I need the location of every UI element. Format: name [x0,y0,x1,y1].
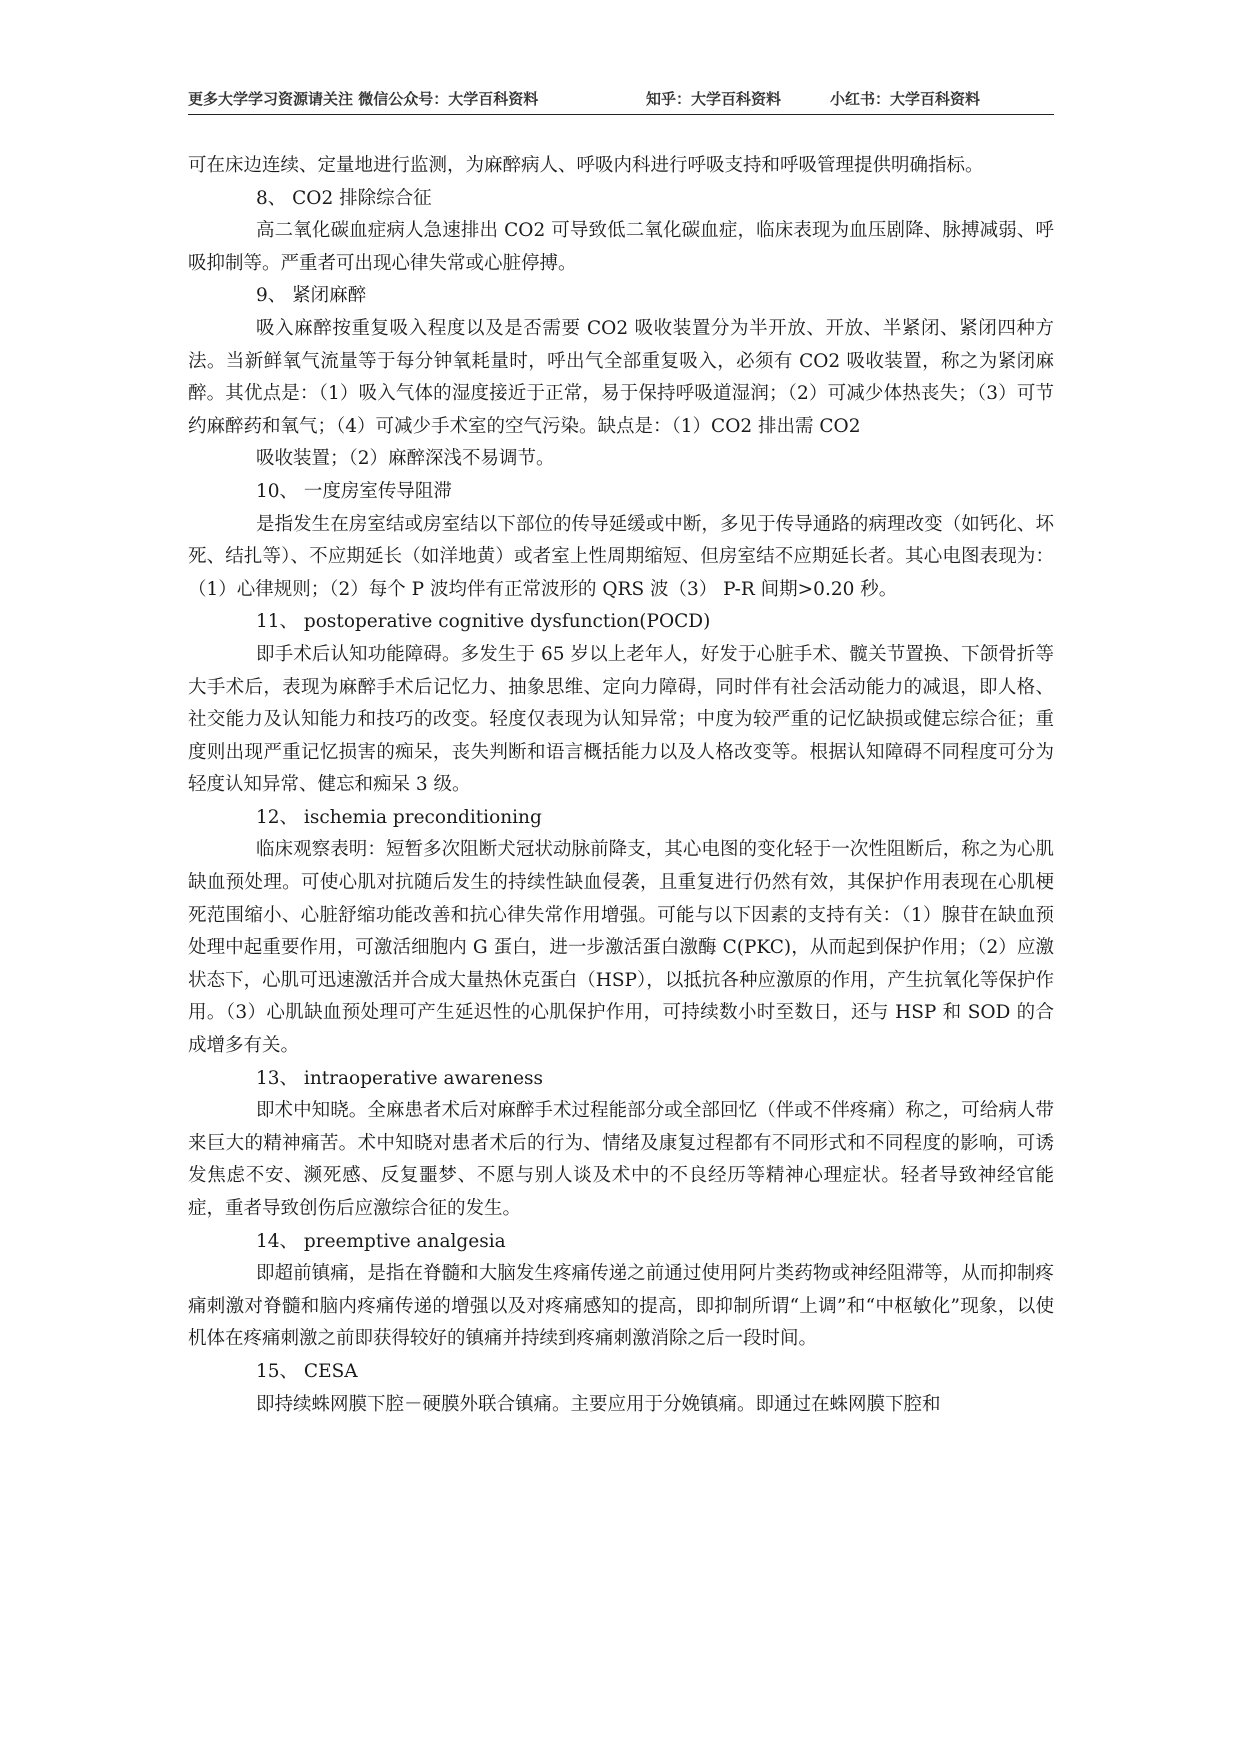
paragraph: 吸入麻醉按重复吸入程度以及是否需要 CO2 吸收装置分为半开放、开放、半紧闭、紧闭四种方法。当新鲜氧气流量等于每分钟氧耗量时，呼出气全部重复吸入，必须有 CO2 吸收装置，称之为紧闭麻醉。其优点是：（1）吸入气体的湿度接近于正常，易于保持呼吸道湿润；（2）可减少体热丧失；（3）可节约麻醉药和氧气；（4）可减少手术室的空气污染。缺点是：（1）CO2 排出需 CO2 [188,317,1054,437]
term-heading: 10、 一度房室传导阻滞 [256,480,452,502]
page-header [188,88,1054,115]
paragraph: 吸收装置；（2）麻醉深浅不易调节。 [256,448,555,470]
term-heading: 11、 postoperative cognitive dysfunction(POCD) [256,611,711,633]
paragraph: 即手术后认知功能障碍。多发生于 65 岁以上老年人，好发于心脏手术、髋关节置换、下颌骨折等大手术后，表现为麻醉手术后记忆力、抽象思维、定向力障碍，同时伴有社会活动能力的减退，即人格、社交能力及认知能力和技巧的改变。轻度仅表现为认知异常；中度为较严重的记忆缺损或健忘综合征；重度则出现严重记忆损害的痴呆，丧失判断和语言概括能力以及人格改变等。根据认知障碍不同程度可分为轻度认知异常、健忘和痴呆 3 级。 [188,643,1054,796]
paragraph: 高二氧化碳血症病人急速排出 CO2 可导致低二氧化碳血症，临床表现为血压剧降、脉搏减弱、呼吸抑制等。严重者可出现心律失常或心脏停搏。 [188,220,1054,274]
header-wechat-notice: 更多大学学习资源请关注 微信公众号：大学百科资料 [188,90,539,108]
term-heading: 9、 紧闭麻醉 [256,285,367,307]
document-body [188,150,1054,1421]
paragraph: 即术中知晓。全麻患者术后对麻醉手术过程能部分或全部回忆（伴或不伴疼痛）称之，可给病人带来巨大的精神痛苦。术中知晓对患者术后的行为、情绪及康复过程都有不同形式和不同程度的影响，可诱发焦虑不安、濒死感、反复噩梦、不愿与别人谈及术中的不良经历等精神心理症状。轻者导致神经官能症，重者导致创伤后应激综合征的发生。 [188,1100,1054,1219]
term-heading: 15、 CESA [256,1360,358,1382]
term-heading: 14、 preemptive analgesia [256,1230,506,1252]
paragraph: 是指发生在房室结或房室结以下部位的传导延缓或中断，多见于传导通路的病理改变（如钙化、坏死、结扎等）、不应期延长（如洋地黄）或者室上性周期缩短、但房室结不应期延长者。其心电图表现为：（1）心律规则；（2）每个 P 波均伴有正常波形的 QRS 波（3） P-R 间期>0.20 秒。 [188,513,1054,600]
header-xiaohongshu: 小红书：大学百科资料 [830,90,981,108]
paragraph: 可在床边连续、定量地进行监测，为麻醉病人、呼吸内科进行呼吸支持和呼吸管理提供明确指标。 [188,155,984,176]
header-zhihu: 知乎：大学百科资料 [646,90,782,108]
paragraph: 即持续蛛网膜下腔－硬膜外联合镇痛。主要应用于分娩镇痛。即通过在蛛网膜下腔和 [256,1393,941,1415]
term-heading: 8、 CO2 排除综合征 [256,187,432,209]
paragraph: 临床观察表明：短暂多次阻断犬冠状动脉前降支，其心电图的变化轻于一次性阻断后，称之为心肌缺血预处理。可使心肌对抗随后发生的持续性缺血侵袭，且重复进行仍然有效，其保护作用表现在心肌梗死范围缩小、心脏舒缩功能改善和抗心律失常作用增强。可能与以下因素的支持有关：（1）腺苷在缺血预处理中起重要作用，可激活细胞内 G 蛋白，进一步激活蛋白激酶 C(PKC)，从而起到保护作用；（2）应激状态下，心肌可迅速激活并合成大量热休克蛋白（HSP），以抵抗各种应激原的作用，产生抗氧化等保护作用。（3）心肌缺血预处理可产生延迟性的心肌保护作用，可持续数小时至数日，还与 HSP 和 SOD 的合成增多有关。 [188,839,1054,1057]
term-heading: 13、 intraoperative awareness [256,1067,544,1089]
paragraph: 即超前镇痛，是指在脊髓和大脑发生疼痛传递之前通过使用阿片类药物或神经阻滞等，从而抑制疼痛刺激对脊髓和脑内疼痛传递的增强以及对疼痛感知的提高，即抑制所谓“上调”和“中枢敏化”现象，以使机体在疼痛刺激之前即获得较好的镇痛并持续到疼痛刺激消除之后一段时间。 [188,1263,1054,1350]
term-heading: 12、 ischemia preconditioning [256,806,542,828]
